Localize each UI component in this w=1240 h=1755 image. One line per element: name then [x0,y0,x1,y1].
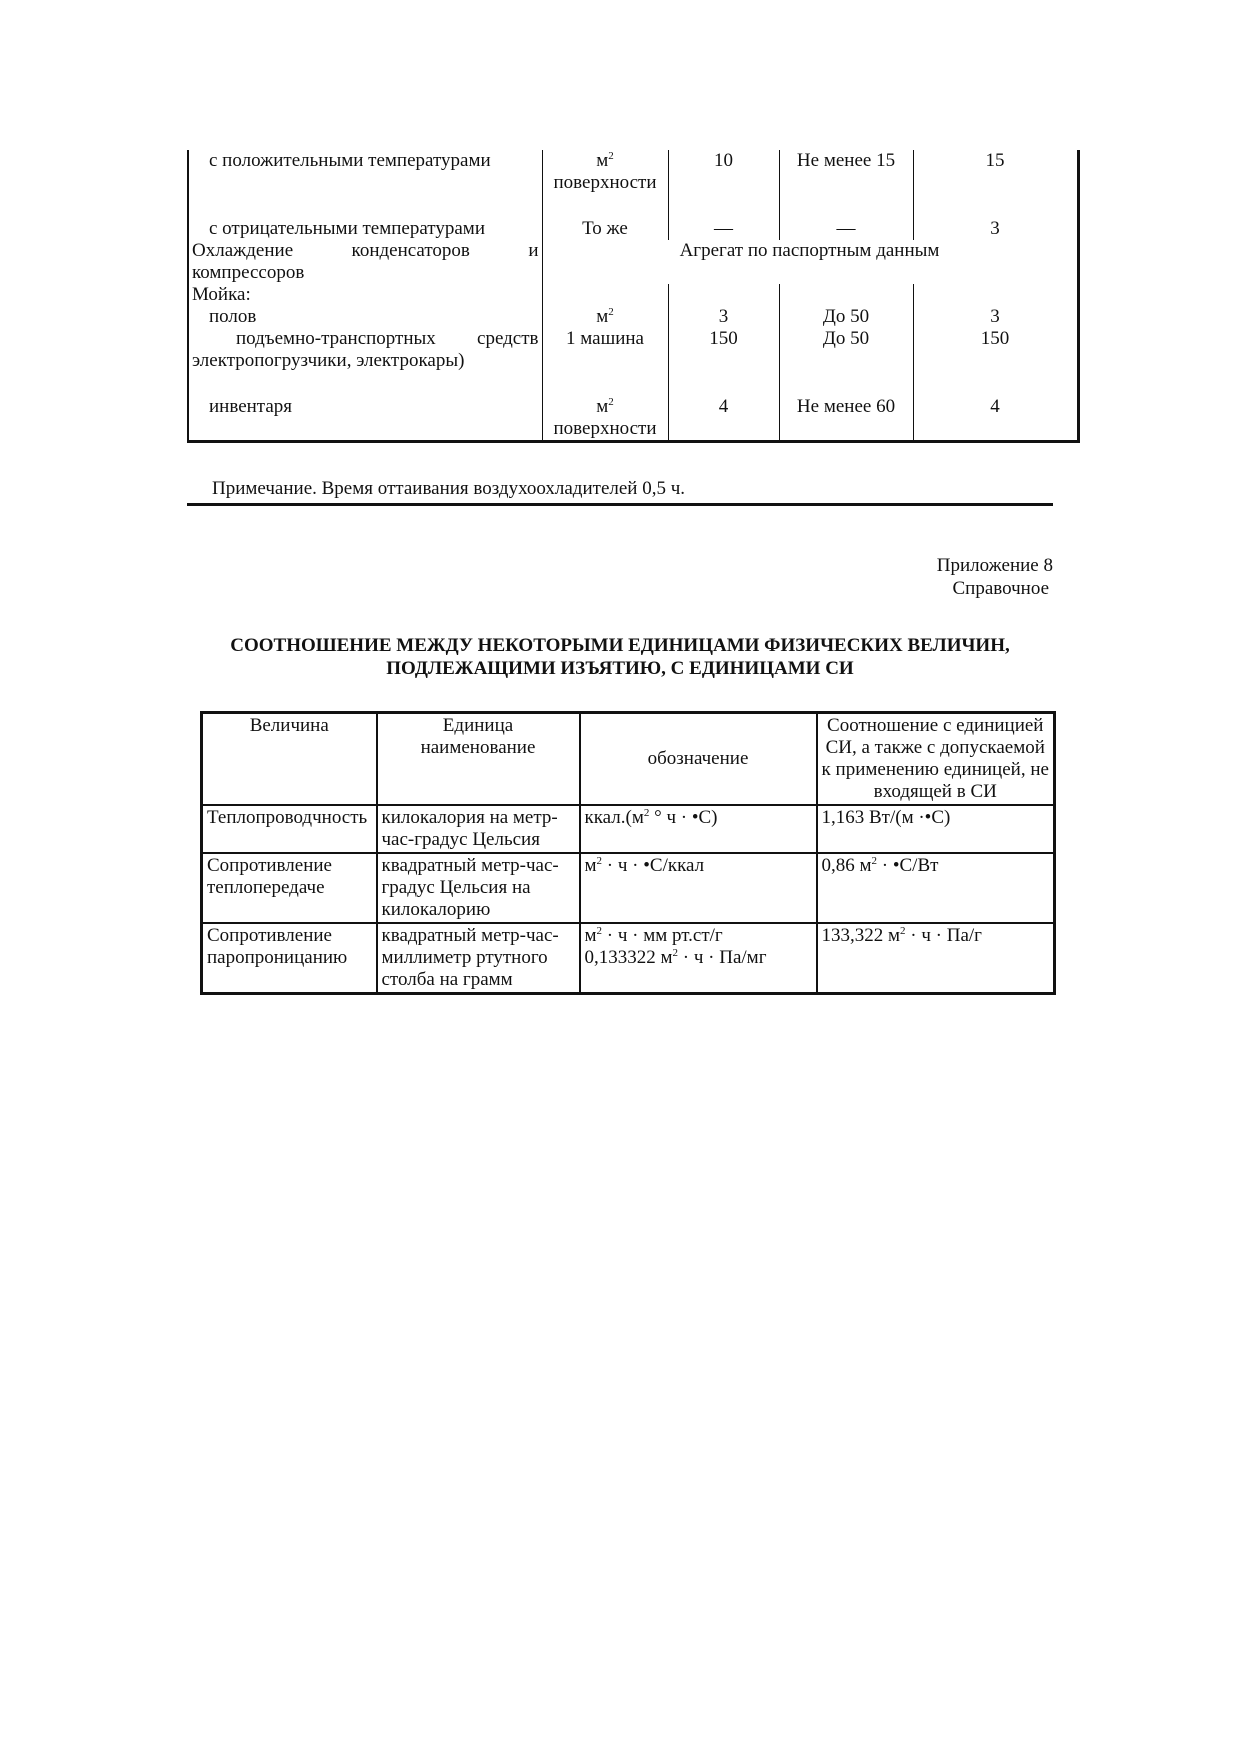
header-symbol: обозначение [580,713,817,806]
cell-symbol: $м^2 \cdot ч$ · •С/ккал [580,853,817,923]
cell-unit-name: килокалория на метр-час-градус Цельсия [377,805,580,853]
units-table [200,711,1056,995]
row-value-2: До 50 [779,306,913,328]
table-row [188,218,1078,240]
row-value-3: 3 [913,306,1078,328]
row-name: с отрицательными температурами [188,218,542,240]
row-value-1: 4 [668,396,779,442]
table-row [202,805,1055,853]
row-value-3: 4 [913,396,1078,442]
cell-unit-name: квадратный метр-час-миллиметр ртутного столба на грамм [377,923,580,994]
table-row [202,853,1055,923]
cell-ratio: 1,163 Вт/(м ·•С) [817,805,1055,853]
table-row [188,240,1078,284]
row-name: инвентаря [188,396,542,442]
row-unit: $м^2$ [542,306,668,328]
row-value-3: 15 [913,150,1078,194]
table-row [188,284,1078,306]
row-merged-value: Агрегат по паспортным данным [542,240,1078,284]
row-value-1: 150 [668,328,779,372]
cell-quantity: Теплопроводчность [202,805,377,853]
row-value-3: 3 [913,218,1078,240]
table-row [188,396,1078,442]
row-value-1: — [668,218,779,240]
table-row [188,150,1078,194]
ventilation-table [187,150,1080,443]
cell-unit-name: квадратный метр-час-градус Цельсия на килокалорию [377,853,580,923]
row-name: подъемно-транспортных средств электропогрузчики, электрокары) [188,328,542,372]
cell-ratio: 0,86 $м^2$ · •С/Вт [817,853,1055,923]
cell-quantity: Сопротивление теплопередаче [202,853,377,923]
row-unit: $м^2$ поверхности [542,150,668,194]
cell-ratio: 133,322 $м^2 \cdot ч \cdot Па/г$ [817,923,1055,994]
header-unit-name: Единица наименование [377,713,580,806]
row-unit: $м^2$ поверхности [542,396,668,442]
table-note: Примечание. Время оттаивания воздухоохладителей 0,5 ч. [187,478,1053,506]
row-value-2: Не менее 15 [779,150,913,194]
row-name: Охлаждение конденсаторов и компрессоров [188,240,542,284]
row-value-2: До 50 [779,328,913,372]
cell-symbol: $ккал.(м^2$ ° ч · •С) [580,805,817,853]
header-quantity: Величина [202,713,377,806]
table-row [202,923,1055,994]
row-unit: То же [542,218,668,240]
table-header-row [202,713,1055,806]
row-value-2: — [779,218,913,240]
table-row [188,328,1078,372]
row-name: Мойка: [188,284,542,306]
appendix-type: Справочное [952,578,1049,599]
cell-quantity: Сопротивление паропроницанию [202,923,377,994]
row-name: с положительными температурами [188,150,542,194]
row-value-1: 3 [668,306,779,328]
header-ratio: Соотношение с единицией СИ, а также с допускаемой к применению единицей, не входящей в СИ [817,713,1055,806]
cell-symbol: $м^2 \cdot ч$ · мм рт.ст/г 0,133322 $м^2 \cdot ч \cdot Па/мг$ [580,923,817,994]
section-title: СООТНОШЕНИЕ МЕЖДУ НЕКОТОРЫМИ ЕДИНИЦАМИ ФИЗИЧЕСКИХ ВЕЛИЧИН, ПОДЛЕЖАЩИМИ ИЗЪЯТИЮ, С ЕДИНИЦАМИ СИ [230,635,1010,679]
row-unit: 1 машина [542,328,668,372]
row-value-1: 10 [668,150,779,194]
row-value-3: 150 [913,328,1078,372]
row-value-2: Не менее 60 [779,396,913,442]
appendix-header [937,555,1053,601]
table-row [188,306,1078,328]
row-name: полов [188,306,542,328]
appendix-label: Приложение 8 [936,555,1053,576]
